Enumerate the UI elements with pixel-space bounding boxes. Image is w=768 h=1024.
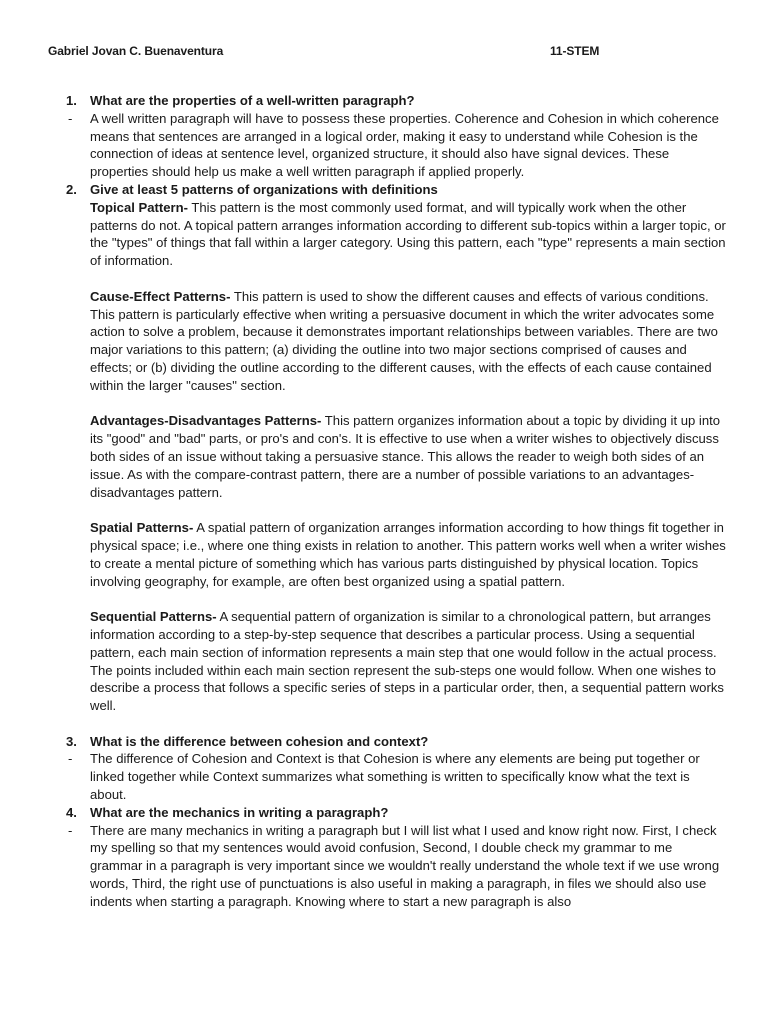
pattern-topical bbox=[66, 199, 726, 270]
pattern-term: Topical Pattern- bbox=[90, 199, 188, 215]
question-1 bbox=[66, 92, 726, 110]
question-text: Give at least 5 patterns of organizations with definitions bbox=[90, 181, 438, 197]
question-number: 1. bbox=[66, 93, 77, 108]
question-text: What are the properties of a well-written paragraph? bbox=[90, 93, 415, 108]
dash-bullet: - bbox=[68, 822, 73, 838]
answer-3 bbox=[66, 750, 726, 803]
pattern-definition: A sequential pattern of organization is similar to a chronological pattern, but arranges information according to a step-by-step sequence that describes a particular process. Using a sequential pattern, each main section of information represents a main step that one would follow in the actual process. The points included within each main section represent the sub-steps one would follow. When one wishes to describe a process that follows a specific series of steps in a particular order, then, a sequential pattern works well. bbox=[90, 609, 724, 714]
pattern-term: Spatial Patterns- bbox=[90, 520, 194, 536]
pattern-definition: This pattern is used to show the different causes and effects of various conditions. This pattern is particularly effective when writing a persuasive document in which the writer advocates some action to solve a problem, because it demonstrates important relationships between variables. There are two major variations to this pattern; (a) dividing the outline into two major sections comprised of causes and effects; or (b) dividing the outline according to the different causes, with the effects of each cause contained within the larger "causes" section. bbox=[90, 288, 718, 393]
pattern-definition: This pattern organizes information about a topic by dividing it up into its "good" and "bad" parts, or pro's and con's. It is effective to use when a writer wishes to objectively discuss both sides of an issue without taking a persuasive stance. This allows the reader to weigh both sides of an issue. As with the compare-contrast pattern, there are a number of possible variations to an advantages-disadvantages pattern. bbox=[90, 413, 721, 500]
document-header bbox=[48, 44, 720, 64]
question-4 bbox=[66, 804, 726, 822]
question-number: 2. bbox=[66, 181, 77, 197]
question-number: 4. bbox=[66, 804, 77, 820]
pattern-term: Sequential Patterns- bbox=[90, 609, 217, 625]
student-name: Gabriel Jovan C. Buenaventura bbox=[48, 44, 224, 58]
pattern-definition: A spatial pattern of organization arranges information according to how things fit together in physical space; i.e., where one thing exists in relation to another. This pattern works well when a writer wishes to create a mental picture of something which has various parts distinguished by physical location. Topics involving geography, for example, are often best organized using a spatial pattern. bbox=[90, 520, 726, 589]
answer-text: There are many mechanics in writing a paragraph but I will list what I used and know right now. First, I check my spelling so that my sentences would avoid confusion, Second, I double check my grammar to me grammar in a paragraph is very important since we wouldn't really understand the whole text if we use wrong words, Third, the right use of punctuations is also useful in making a paragraph, in files we should also use indents when starting a paragraph. Knowing where to start a new paragraph is also bbox=[90, 822, 720, 909]
dash-bullet: - bbox=[68, 751, 73, 767]
question-text: What is the difference between cohesion and context? bbox=[90, 733, 429, 749]
pattern-cause-effect bbox=[66, 288, 726, 395]
document-body bbox=[66, 92, 726, 911]
answer-text: The difference of Cohesion and Context is that Cohesion is where any elements are being put together or linked together while Context summarizes what something is written to specifically know what the text is about. bbox=[90, 751, 700, 803]
student-section: 11-STEM bbox=[550, 44, 600, 58]
pattern-term: Cause-Effect Patterns- bbox=[90, 288, 231, 304]
question-2 bbox=[66, 181, 726, 199]
dash-bullet: - bbox=[68, 110, 73, 126]
pattern-definition: This pattern is the most commonly used format, and will typically work when the other patterns do not. A topical pattern arranges information according to different sub-topics within a larger topic, or the "types" of things that fall within a larger category. Using this pattern, each "type" represents a main section of information. bbox=[90, 199, 726, 269]
question-text: What are the mechanics in writing a paragraph? bbox=[90, 804, 389, 820]
question-3 bbox=[66, 733, 726, 751]
pattern-advantages-disadvantages bbox=[66, 412, 726, 501]
answer-1 bbox=[66, 110, 726, 181]
question-number: 3. bbox=[66, 733, 77, 749]
pattern-sequential bbox=[66, 608, 726, 715]
answer-text: A well written paragraph will have to possess these properties. Coherence and Cohesion in which coherence means that sentences are arranged in a logical order, making it easy to understand while Cohesion is the connection of ideas at sentence level, organized structure, it should also have signal devices. These properties should help us make a well written paragraph if applied properly. bbox=[90, 110, 719, 180]
pattern-spatial bbox=[66, 519, 726, 590]
pattern-term: Advantages-Disadvantages Patterns- bbox=[90, 413, 322, 429]
answer-4 bbox=[66, 822, 726, 911]
